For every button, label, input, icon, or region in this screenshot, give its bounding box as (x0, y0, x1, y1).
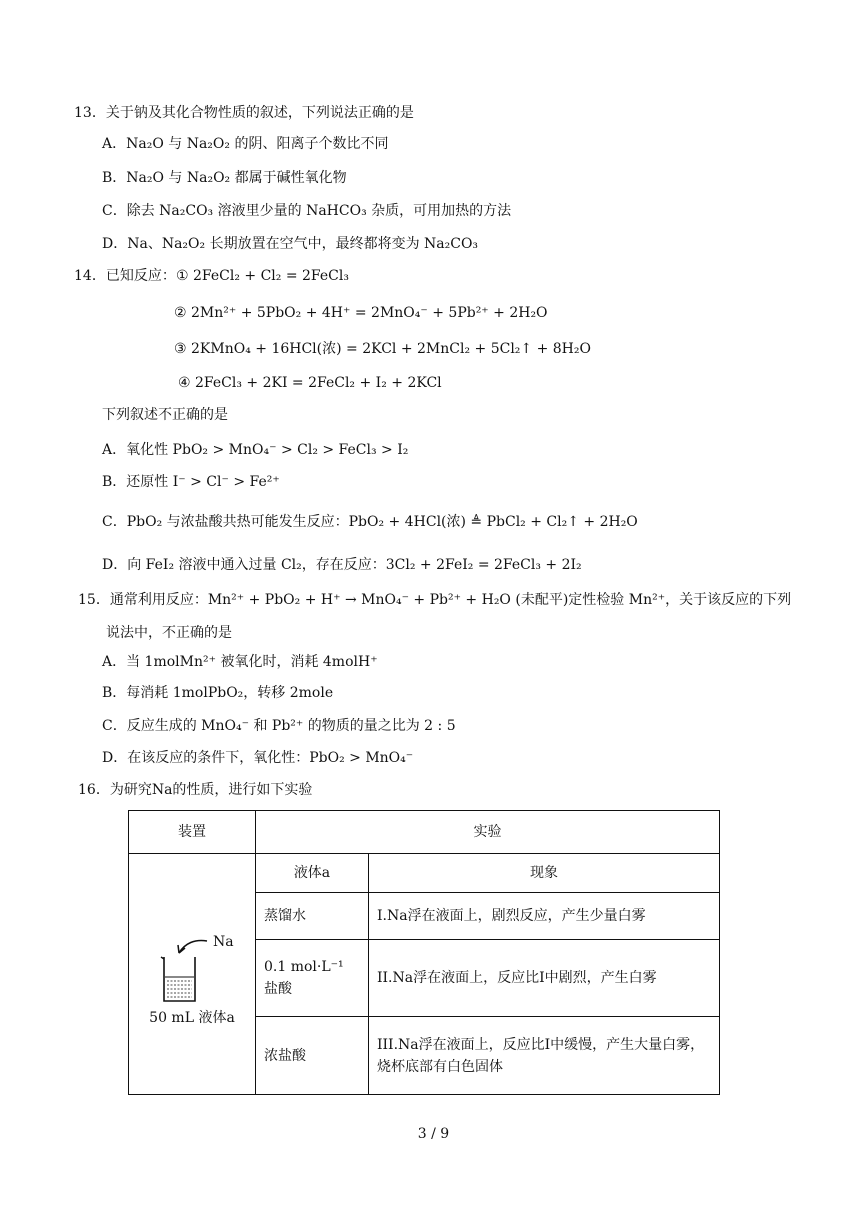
q15-stem-line2: 说法中，不正确的是 (106, 625, 232, 641)
q13-option-a: A．Na₂O 与 Na₂O₂ 的阴、阳离子个数比不同 (102, 136, 389, 152)
q14-reaction-3: ③ 2KMnO₄ + 16HCl(浓) = 2KCl + 2MnCl₂ + 5Cl₂↑ + 8H₂O (174, 341, 591, 357)
q14-option-b: B．还原性 I⁻ > Cl⁻ > Fe²⁺ (102, 474, 280, 490)
q14-reaction-1: ① 2FeCl₂ + Cl₂ = 2FeCl₃ (176, 268, 349, 284)
header-liquid-a: 液体a (256, 853, 369, 892)
q15-option-d: D．在该反应的条件下，氧化性：PbO₂ > MnO₄⁻ (102, 750, 414, 766)
q13-stem: 13．关于钠及其化合物性质的叙述，下列说法正确的是 (74, 105, 414, 121)
page-number: 3 / 9 (417, 1126, 450, 1142)
header-phenomenon: 现象 (369, 853, 720, 892)
beaker-caption: 50 mL 液体a (149, 1009, 235, 1026)
q13-option-c: C．除去 Na₂CO₃ 溶液里少量的 NaHCO₃ 杂质，可用加热的方法 (102, 203, 512, 219)
q14-option-d: D．向 FeI₂ 溶液中通入过量 Cl₂，存在反应：3Cl₂ + 2FeI₂ = 2FeCl₃ + 2I₂ (102, 557, 582, 573)
q13-option-b: B．Na₂O 与 Na₂O₂ 都属于碱性氧化物 (102, 170, 347, 186)
row1-phenomenon: I.Na浮在液面上，剧烈反应，产生少量白雾 (369, 892, 720, 939)
beaker-diagram (137, 919, 247, 1029)
q15-option-c: C．反应生成的 MnO₄⁻ 和 Pb²⁺ 的物质的量之比为 2 : 5 (102, 718, 456, 734)
row2-liquid: 0.1 mol·L⁻¹ 盐酸 (256, 939, 369, 1017)
q15-option-b: B．每消耗 1molPbO₂，转移 2mole (102, 685, 334, 701)
header-device: 装置 (129, 811, 256, 854)
experiment-table (128, 810, 720, 1095)
q15-stem-line1: 15．通常利用反应：Mn²⁺ + PbO₂ + H⁺ → MnO₄⁻ + Pb²⁺ + H₂O (未配平)定性检验 Mn²⁺，关于该反应的下列 (78, 592, 792, 608)
q16-stem: 16．为研究Na的性质，进行如下实验 (78, 782, 313, 798)
q14-option-c: C．PbO₂ 与浓盐酸共热可能发生反应：PbO₂ + 4HCl(浓) ≜ PbCl₂ + Cl₂↑ + 2H₂O (102, 514, 638, 530)
q13-option-d: D．Na、Na₂O₂ 长期放置在空气中，最终都将变为 Na₂CO₃ (102, 236, 479, 252)
q15-option-a: A．当 1molMn²⁺ 被氧化时，消耗 4molH⁺ (102, 654, 378, 670)
q14-reaction-2: ② 2Mn²⁺ + 5PbO₂ + 4H⁺ = 2MnO₄⁻ + 5Pb²⁺ + 2H₂O (174, 305, 548, 321)
q14-ask: 下列叙述不正确的是 (102, 407, 228, 423)
row1-liquid: 蒸馏水 (256, 892, 369, 939)
row2-phenomenon: II.Na浮在液面上，反应比I中剧烈，产生白雾 (369, 939, 720, 1017)
row3-phenomenon: III.Na浮在液面上，反应比I中缓慢，产生大量白雾，烧杯底部有白色固体 (369, 1017, 720, 1095)
sodium-label: Na (213, 933, 234, 950)
q14-option-a: A．氧化性 PbO₂ > MnO₄⁻ > Cl₂ > FeCl₃ > I₂ (102, 442, 409, 458)
row3-liquid: 浓盐酸 (256, 1017, 369, 1095)
q14-reaction-4: ④ 2FeCl₃ + 2KI = 2FeCl₂ + I₂ + 2KCl (178, 375, 442, 391)
device-cell (129, 853, 256, 1094)
header-experiment: 实验 (256, 811, 720, 854)
q14-stem: 14．已知反应： (74, 268, 176, 284)
